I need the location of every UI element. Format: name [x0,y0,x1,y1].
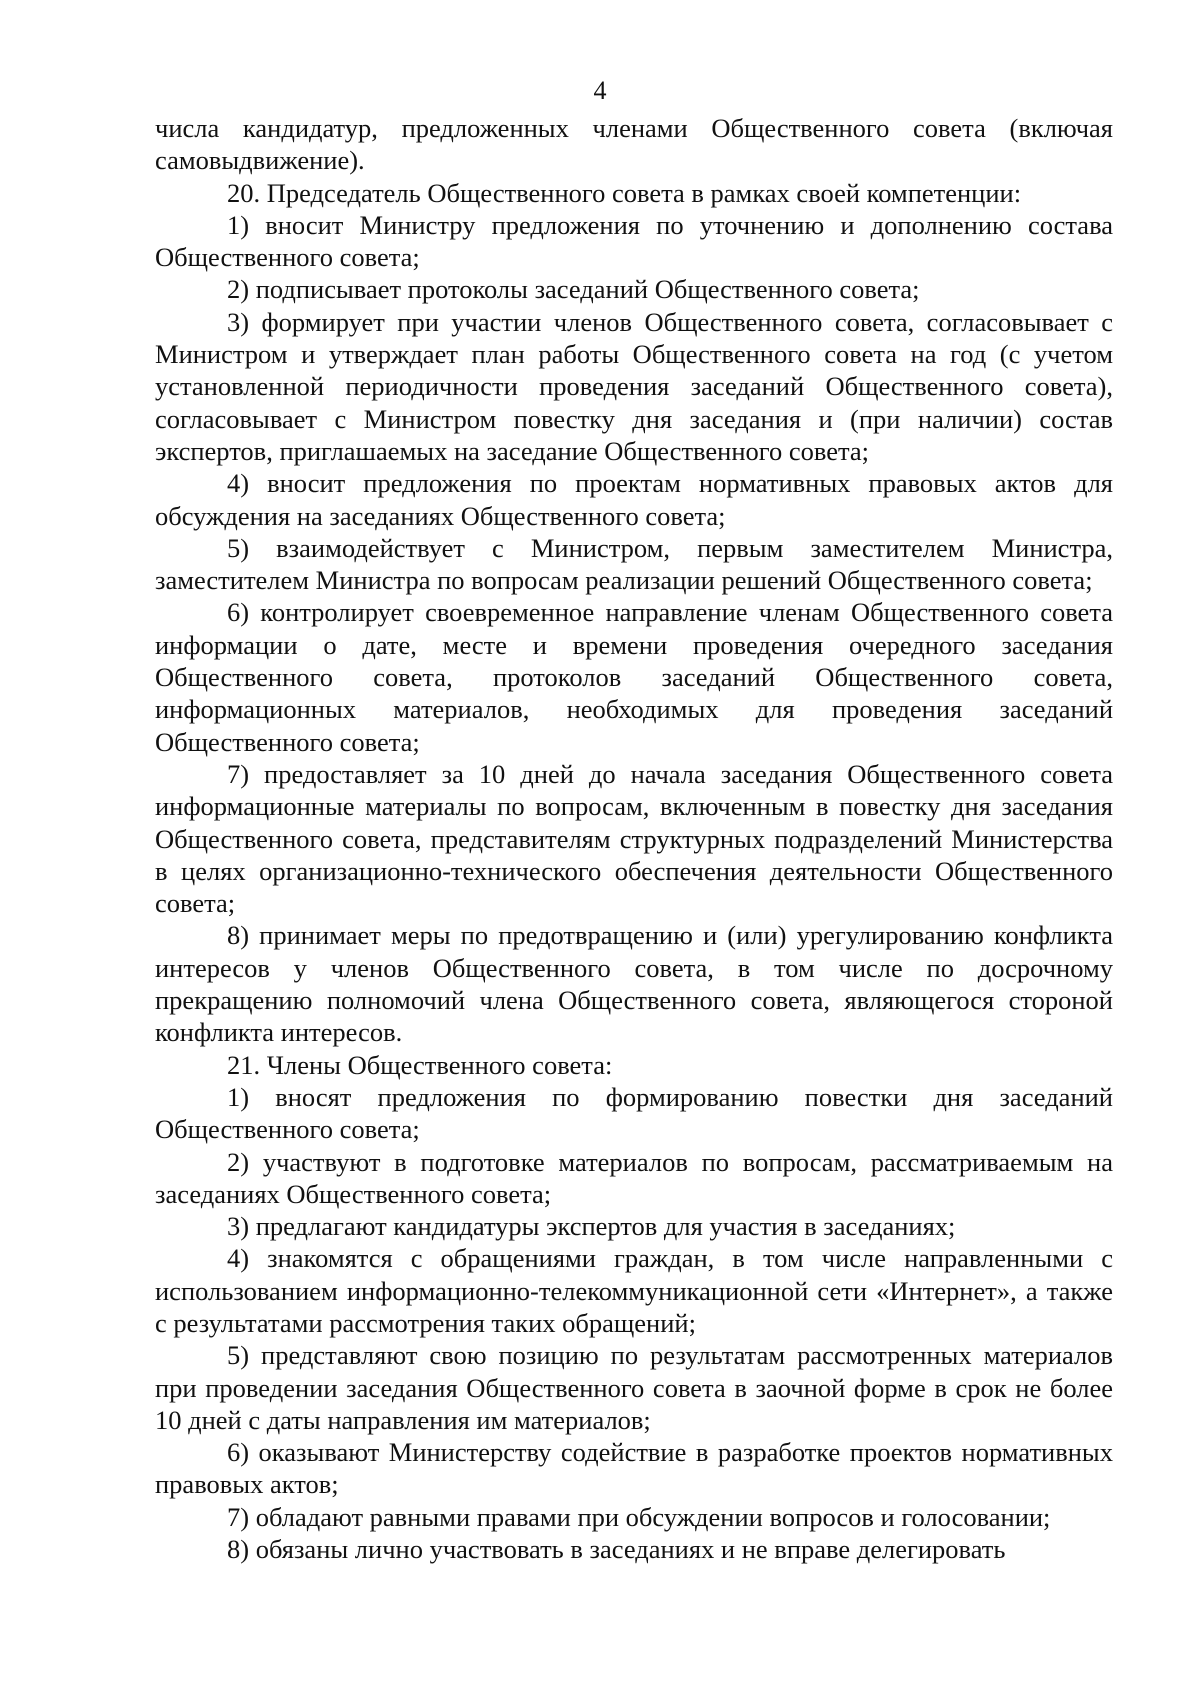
paragraph: 6) контролирует своевременное направление членам Общественного совета информации о дате, месте и времени проведения очередного заседания Общественного совета, протоколов заседаний Общественного совета, информационных материалов, необходимых для проведения заседаний Общественного совета; [155,597,1113,757]
paragraph: 8) обязаны лично участвовать в заседаниях и не вправе делегировать [227,1534,1006,1565]
paragraph: 8) принимает меры по предотвращению и (или) урегулированию конфликта интересов у членов Общественного совета, в том числе по досрочному прекращению полномочий члена Общественного совета, являющегося стороной конфликта интересов. [155,920,1113,1048]
paragraph: 7) предоставляет за 10 дней до начала заседания Общественного совета информационные материалы по вопросам, включенным в повестку дня заседания Общественного совета, представителям структурных подразделений Министерства в целях организационно-технического обеспечения деятельности Общественного совета; [155,758,1113,919]
paragraph: 1) вносят предложения по формированию повестки дня заседаний Общественного совета; [155,1081,1113,1145]
paragraph: 4) знакомятся с обращениями граждан, в том числе направленными с использованием информационно-телекоммуникационной сети «Интернет», а также с результатами рассмотрения таких обращений; [155,1243,1113,1338]
paragraph: 5) взаимодействует с Министром, первым заместителем Министра, заместителем Министра по вопросам реализации решений Общественного совета; [155,532,1113,596]
document-body [155,112,1113,1565]
paragraph: 20. Председатель Общественного совета в рамках своей компетенции: [227,177,1022,208]
paragraph: 5) представляют свою позицию по результатам рассмотренных материалов при проведении заседания Общественного совета в заочной форме в срок не более 10 дней с даты направления им материалов; [155,1340,1113,1435]
paragraph: 2) подписывает протоколы заседаний Общественного совета; [227,274,920,305]
paragraph: числа кандидатур, предложенных членами Общественного совета (включая самовыдвижение). [155,113,1113,176]
paragraph: 6) оказывают Министерству содействие в разработке проектов нормативных правовых актов; [155,1437,1113,1500]
paragraph: 1) вносит Министру предложения по уточнению и дополнению состава Общественного совета; [155,209,1113,273]
paragraph: 4) вносит предложения по проектам нормативных правовых актов для обсуждения на заседаниях Общественного совета; [155,468,1113,531]
paragraph: 3) предлагают кандидатуры экспертов для участия в заседаниях; [227,1211,956,1242]
paragraph: 21. Члены Общественного совета: [227,1049,613,1080]
paragraph: 2) участвуют в подготовке материалов по вопросам, рассматриваемым на заседаниях Общественного совета; [155,1146,1113,1209]
paragraph: 3) формирует при участии членов Общественного совета, согласовывает с Министром и утверждает план работы Общественного совета на год (с учетом установленной периодичности проведения заседаний Общественного совета), согласовывает с Министром повестку дня заседания и (при наличии) состав экспертов, приглашаемых на заседание Общественного совета; [155,306,1113,466]
page-number: 4 [593,76,607,105]
paragraph: 7) обладают равными правами при обсуждении вопросов и голосовании; [227,1501,1051,1532]
